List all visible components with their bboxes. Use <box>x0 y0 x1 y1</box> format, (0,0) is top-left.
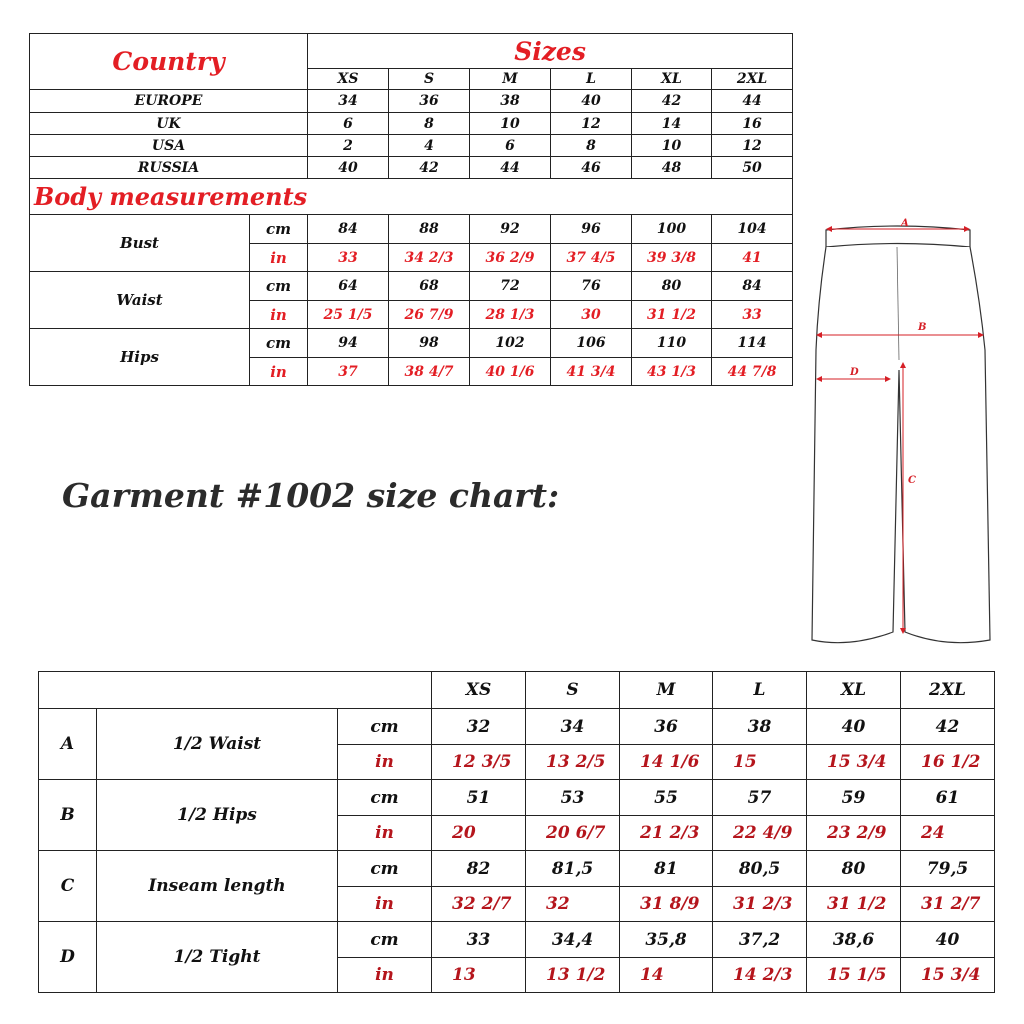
unit-in: in <box>338 816 432 851</box>
in-value: 16 1/2 <box>901 745 995 780</box>
unit-cm: cm <box>338 851 432 887</box>
cm-value: 80 <box>632 272 712 301</box>
cm-value: 57 <box>713 780 807 816</box>
size-label: 2XL <box>712 69 793 90</box>
country-header: Country <box>30 34 308 90</box>
size-value: 44 <box>470 157 551 179</box>
in-value: 37 <box>308 358 389 386</box>
unit-in: in <box>338 745 432 780</box>
cm-value: 72 <box>470 272 551 301</box>
unit-in: in <box>250 358 308 386</box>
cm-value: 106 <box>551 329 632 358</box>
garment-size-table <box>38 671 995 993</box>
in-value: 26 7/9 <box>389 301 470 329</box>
in-value: 33 <box>308 244 389 272</box>
in-value: 31 2/3 <box>713 887 807 922</box>
unit-in: in <box>250 244 308 272</box>
size-value: 42 <box>632 90 712 113</box>
unit-cm: cm <box>250 215 308 244</box>
row-name: Inseam length <box>97 851 338 922</box>
cm-value: 40 <box>807 709 901 745</box>
cm-value: 79,5 <box>901 851 995 887</box>
cm-value: 33 <box>432 922 526 958</box>
label-b: B <box>918 322 927 333</box>
in-value: 37 4/5 <box>551 244 632 272</box>
size-label: XL <box>807 672 901 709</box>
in-value: 40 1/6 <box>470 358 551 386</box>
cm-value: 98 <box>389 329 470 358</box>
measurement-name: Bust <box>30 215 250 272</box>
cm-value: 38,6 <box>807 922 901 958</box>
in-value: 15 3/4 <box>807 745 901 780</box>
in-value: 38 4/7 <box>389 358 470 386</box>
cm-value: 34 <box>526 709 620 745</box>
size-value: 16 <box>712 113 793 135</box>
garment-row-cm <box>39 709 995 745</box>
country-row <box>30 113 793 135</box>
in-value: 23 2/9 <box>807 816 901 851</box>
size-label: M <box>620 672 713 709</box>
cm-value: 94 <box>308 329 389 358</box>
in-value: 12 3/5 <box>432 745 526 780</box>
size-label: XL <box>632 69 712 90</box>
size-value: 10 <box>470 113 551 135</box>
row-name: 1/2 Hips <box>97 780 338 851</box>
size-value: 12 <box>712 135 793 157</box>
size-value: 6 <box>308 113 389 135</box>
unit-cm: cm <box>338 780 432 816</box>
cm-value: 36 <box>620 709 713 745</box>
in-value: 39 3/8 <box>632 244 712 272</box>
size-value: 48 <box>632 157 712 179</box>
country-name: RUSSIA <box>30 157 308 179</box>
cm-value: 40 <box>901 922 995 958</box>
size-conversion-table <box>29 33 793 386</box>
country-name: USA <box>30 135 308 157</box>
in-value: 21 2/3 <box>620 816 713 851</box>
cm-value: 34,4 <box>526 922 620 958</box>
size-label: S <box>389 69 470 90</box>
in-value: 20 6/7 <box>526 816 620 851</box>
cm-value: 53 <box>526 780 620 816</box>
size-value: 36 <box>389 90 470 113</box>
country-row <box>30 135 793 157</box>
header-blank <box>39 672 432 709</box>
in-value: 32 2/7 <box>432 887 526 922</box>
label-c: C <box>908 475 916 486</box>
in-value: 13 1/2 <box>526 958 620 993</box>
size-value: 40 <box>308 157 389 179</box>
row-code: C <box>39 851 97 922</box>
in-value: 31 8/9 <box>620 887 713 922</box>
garment-row-cm <box>39 851 995 887</box>
cm-value: 82 <box>432 851 526 887</box>
in-value: 14 <box>620 958 713 993</box>
size-label: S <box>526 672 620 709</box>
measurement-row-cm <box>30 215 793 244</box>
in-value: 44 7/8 <box>712 358 793 386</box>
cm-value: 32 <box>432 709 526 745</box>
cm-value: 104 <box>712 215 793 244</box>
country-row <box>30 157 793 179</box>
size-label: M <box>470 69 551 90</box>
unit-cm: cm <box>250 272 308 301</box>
in-value: 41 <box>712 244 793 272</box>
country-row <box>30 90 793 113</box>
in-value: 33 <box>712 301 793 329</box>
garment-row-cm <box>39 780 995 816</box>
in-value: 34 2/3 <box>389 244 470 272</box>
size-label: L <box>713 672 807 709</box>
cm-value: 59 <box>807 780 901 816</box>
measurement-row-cm <box>30 272 793 301</box>
size-value: 4 <box>389 135 470 157</box>
garment-title: Garment #1002 size chart: <box>62 476 560 515</box>
cm-value: 84 <box>308 215 389 244</box>
cm-value: 42 <box>901 709 995 745</box>
cm-value: 64 <box>308 272 389 301</box>
cm-value: 84 <box>712 272 793 301</box>
measurement-name: Waist <box>30 272 250 329</box>
size-value: 42 <box>389 157 470 179</box>
label-d: D <box>850 367 859 378</box>
cm-value: 35,8 <box>620 922 713 958</box>
in-value: 28 1/3 <box>470 301 551 329</box>
in-value: 36 2/9 <box>470 244 551 272</box>
in-value: 31 1/2 <box>807 887 901 922</box>
in-value: 20 <box>432 816 526 851</box>
in-value: 15 3/4 <box>901 958 995 993</box>
cm-value: 100 <box>632 215 712 244</box>
size-label: XS <box>308 69 389 90</box>
cm-value: 92 <box>470 215 551 244</box>
in-value: 43 1/3 <box>632 358 712 386</box>
body-measurements-header: Body measurements <box>30 179 793 215</box>
in-value: 24 <box>901 816 995 851</box>
size-value: 44 <box>712 90 793 113</box>
cm-value: 55 <box>620 780 713 816</box>
size-value: 14 <box>632 113 712 135</box>
in-value: 14 1/6 <box>620 745 713 780</box>
cm-value: 80,5 <box>713 851 807 887</box>
size-value: 40 <box>551 90 632 113</box>
label-a: A <box>901 218 909 229</box>
cm-value: 61 <box>901 780 995 816</box>
size-label: XS <box>432 672 526 709</box>
size-value: 46 <box>551 157 632 179</box>
cm-value: 102 <box>470 329 551 358</box>
cm-value: 80 <box>807 851 901 887</box>
in-value: 31 1/2 <box>632 301 712 329</box>
country-name: EUROPE <box>30 90 308 113</box>
cm-value: 81 <box>620 851 713 887</box>
unit-cm: cm <box>338 709 432 745</box>
row-name: 1/2 Waist <box>97 709 338 780</box>
measurement-row-cm <box>30 329 793 358</box>
in-value: 32 <box>526 887 620 922</box>
in-value: 41 3/4 <box>551 358 632 386</box>
cm-value: 51 <box>432 780 526 816</box>
in-value: 25 1/5 <box>308 301 389 329</box>
row-code: D <box>39 922 97 993</box>
sizes-header: Sizes <box>308 34 793 69</box>
measurement-name: Hips <box>30 329 250 386</box>
size-value: 8 <box>389 113 470 135</box>
unit-cm: cm <box>250 329 308 358</box>
size-value: 12 <box>551 113 632 135</box>
in-value: 30 <box>551 301 632 329</box>
cm-value: 110 <box>632 329 712 358</box>
row-code: B <box>39 780 97 851</box>
pants-outline <box>812 226 990 643</box>
size-value: 50 <box>712 157 793 179</box>
unit-in: in <box>338 958 432 993</box>
garment-row-cm <box>39 922 995 958</box>
size-value: 34 <box>308 90 389 113</box>
size-label: L <box>551 69 632 90</box>
unit-in: in <box>338 887 432 922</box>
size-label: 2XL <box>901 672 995 709</box>
cm-value: 114 <box>712 329 793 358</box>
cm-value: 38 <box>713 709 807 745</box>
in-value: 31 2/7 <box>901 887 995 922</box>
size-value: 8 <box>551 135 632 157</box>
unit-in: in <box>250 301 308 329</box>
in-value: 13 <box>432 958 526 993</box>
cm-value: 81,5 <box>526 851 620 887</box>
row-code: A <box>39 709 97 780</box>
pants-diagram <box>806 215 1006 655</box>
cm-value: 88 <box>389 215 470 244</box>
size-value: 6 <box>470 135 551 157</box>
in-value: 13 2/5 <box>526 745 620 780</box>
in-value: 22 4/9 <box>713 816 807 851</box>
in-value: 14 2/3 <box>713 958 807 993</box>
cm-value: 76 <box>551 272 632 301</box>
cm-value: 68 <box>389 272 470 301</box>
size-value: 38 <box>470 90 551 113</box>
unit-cm: cm <box>338 922 432 958</box>
row-name: 1/2 Tight <box>97 922 338 993</box>
country-name: UK <box>30 113 308 135</box>
in-value: 15 1/5 <box>807 958 901 993</box>
size-value: 2 <box>308 135 389 157</box>
size-value: 10 <box>632 135 712 157</box>
cm-value: 37,2 <box>713 922 807 958</box>
cm-value: 96 <box>551 215 632 244</box>
in-value: 15 <box>713 745 807 780</box>
